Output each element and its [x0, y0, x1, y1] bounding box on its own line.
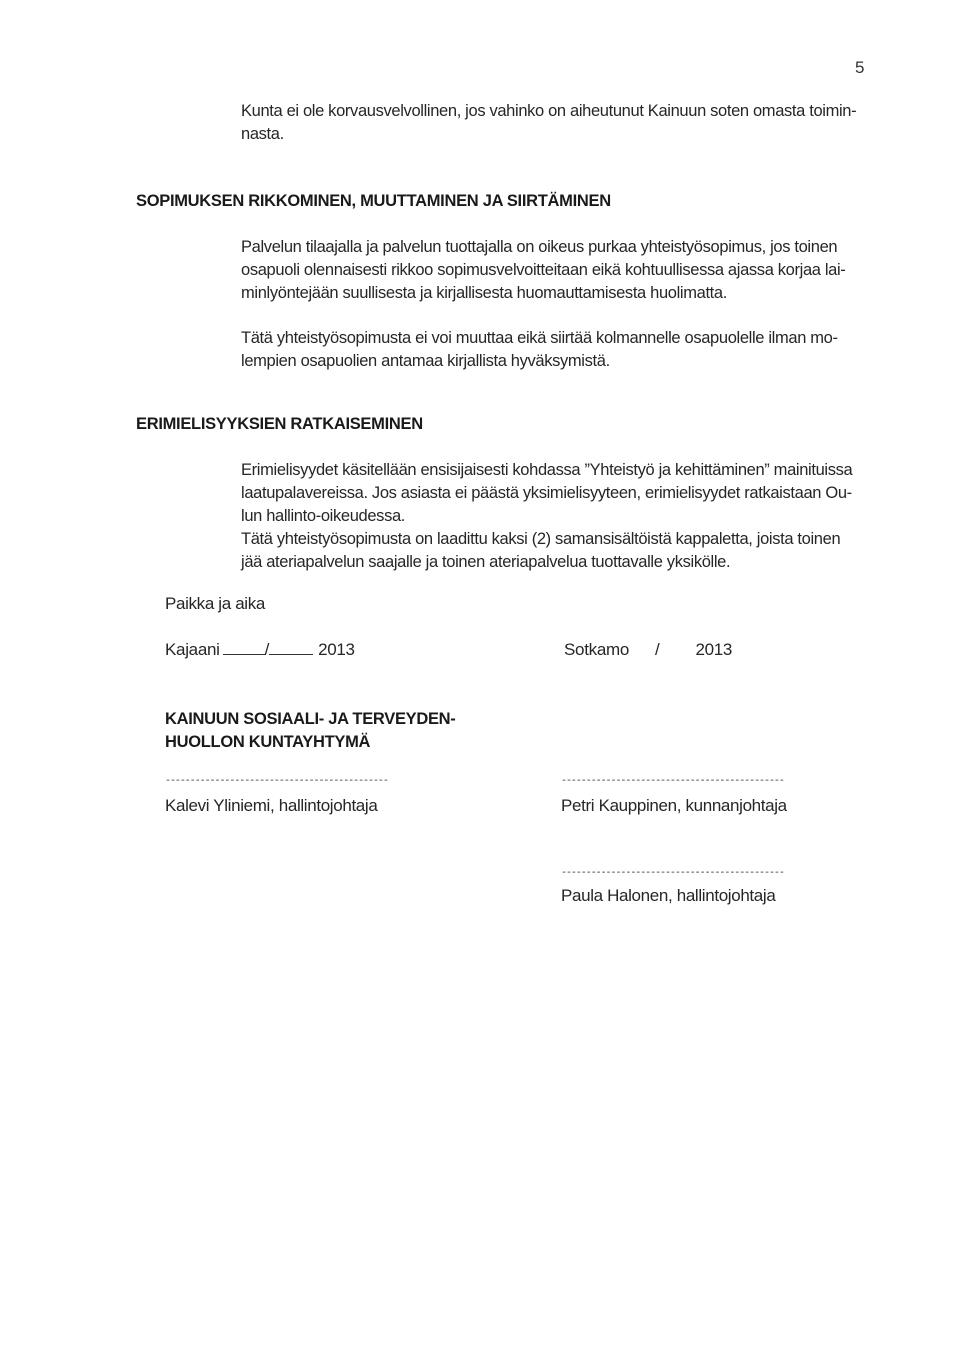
paragraph-line: Tätä yhteistyösopimusta ei voi muuttaa eikä siirtää kolmannelle osapuolelle ilman mo-: [241, 329, 838, 347]
section-heading-disputes: ERIMIELISYYKSIEN RATKAISEMINEN: [136, 415, 423, 433]
signature-line: ---------------------------------------------: [165, 776, 388, 787]
breach-paragraph-2: [241, 327, 838, 373]
date-separator: /: [655, 640, 660, 659]
signature-line: ---------------------------------------------: [561, 868, 784, 879]
liability-paragraph: [241, 100, 856, 146]
paragraph-line: minlyöntejään suullisesta ja kirjallisesta huomauttamisesta huolimatta.: [241, 284, 727, 302]
place-right: Sotkamo: [564, 640, 629, 659]
paragraph-line: Erimielisyydet käsitellään ensisijaisesti kohdassa ”Yhteistyö ja kehittäminen” mainituissa: [241, 461, 853, 479]
paragraph-line: osapuoli olennaisesti rikkoo sopimusvelvoitteitaan eikä kohtuullisessa ajassa korjaa lai-: [241, 261, 846, 279]
signatory-name: Petri Kauppinen, kunnanjohtaja: [561, 796, 787, 815]
paragraph-line: laatupalavereissa. Jos asiasta ei päästä yksimielisyyteen, erimielisyydet ratkaistaan Ou-: [241, 484, 852, 502]
breach-paragraph-1: [241, 236, 845, 305]
organization-name-line-1: KAINUUN SOSIAALI- JA TERVEYDEN-: [165, 710, 456, 728]
place-and-time-label: Paikka ja aika: [165, 594, 265, 613]
signatory-name: Kalevi Yliniemi, hallintojohtaja: [165, 796, 378, 815]
date-row-left: [165, 640, 355, 660]
paragraph-line: Tätä yhteistyösopimusta on laadittu kaksi (2) samansisältöistä kappaletta, joista toinen: [241, 530, 841, 548]
organization-name-line-2: HUOLLON KUNTAYHTYMÄ: [165, 733, 371, 751]
paragraph-line: nasta.: [241, 125, 284, 143]
section-heading-breach: SOPIMUKSEN RIKKOMINEN, MUUTTAMINEN JA SIIRTÄMINEN: [136, 192, 611, 210]
page-number: 5: [855, 58, 865, 77]
disputes-paragraph: [241, 459, 852, 574]
signatory-name: Paula Halonen, hallintojohtaja: [561, 886, 776, 905]
date-row-right: [564, 640, 732, 660]
year-left: 2013: [318, 640, 355, 659]
paragraph-line: Kunta ei ole korvausvelvollinen, jos vahinko on aiheutunut Kainuun soten omasta toimin-: [241, 102, 857, 120]
paragraph-line: lun hallinto-oikeudessa.: [241, 507, 406, 525]
month-blank: [269, 640, 313, 655]
day-month-blank: [223, 640, 265, 655]
place-left: Kajaani: [165, 640, 220, 659]
paragraph-line: Palvelun tilaajalla ja palvelun tuottajalla on oikeus purkaa yhteistyösopimus, jos toinen: [241, 238, 838, 256]
date-separator: /: [264, 640, 270, 659]
paragraph-line: lempien osapuolien antamaa kirjallista hyväksymistä.: [241, 352, 610, 370]
signature-line: ---------------------------------------------: [561, 776, 784, 787]
paragraph-line: jää ateriapalvelun saajalle ja toinen ateriapalvelua tuottavalle yksikölle.: [241, 553, 731, 571]
year-right: 2013: [695, 640, 733, 659]
